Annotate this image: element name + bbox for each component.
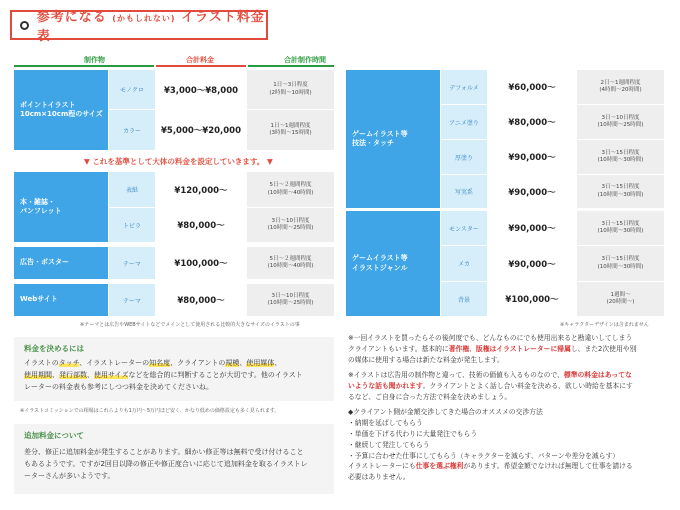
title-paren: (かもしれない) <box>112 14 176 23</box>
page-title <box>10 10 268 44</box>
game-time-anime: 3日〜10日程度 (10時間〜25時間) <box>577 105 664 139</box>
point-price-color: ¥5,000〜¥20,000 <box>156 110 246 150</box>
game-type-anime: アニメ塗り <box>441 105 487 139</box>
copyright-paragraph: ※一回イラストを買ったらその後何度でも、どんなものにでも使用出来ると勘違いしてしまう クライアントもいます。基本的に著作権、版権はイラストレーターに帰属し、また2次使用や別 の媒体に使用する場合は新たな料金が発生します。 <box>348 334 637 364</box>
negotiation-tips: ◆クライアント側が金額交渉してきた場合のオススメの交渉方法 ・納期を延ばしてもらう ・単価を下げる代わりに大量発注でもらう ・継続して発注してもらう ・予算に合わせた仕事にしてもらう（キャラクターを減らす、パターンや差分を減らす） イラストレーターにも仕事を選ぶ権利があります。希望金額でなければ無理して仕事を請ける 必要はありません。 <box>348 407 672 483</box>
game-price-anime: ¥80,000〜 <box>488 105 576 139</box>
game-time-deformed: 2日〜1週間程度 (4時間〜20時間) <box>577 70 664 104</box>
pricing-guide-title: 料金を決めるには <box>24 344 84 353</box>
book-price-door: ¥80,000〜 <box>156 208 246 242</box>
game-genre-label: ゲームイラスト等 イラストジャンル <box>346 211 440 316</box>
web-time: 3日〜10日程度 (10時間〜25時間) <box>247 284 334 316</box>
ad-price: ¥100,000〜 <box>156 247 246 279</box>
extra-fee-body: 差分、修正に追加料金が発生することがあります。細かい修正等は無料で受け付けること もあるようです。ですが2回目以降の修正や修正度合いに応じて追加料金を取るイラストレ ーターさんが多いようです。 <box>24 448 308 480</box>
theme-note: ※テーマとは広告やWEBサイトなどでメインとして使用される比較的大きなサイズのイラストの事 <box>80 322 300 328</box>
game-type-mecha: メカ <box>441 246 487 281</box>
point-time-mono: 1日〜3日程度 (2時間〜10時間) <box>247 70 334 109</box>
game-price-realistic: ¥90,000〜 <box>488 175 576 208</box>
book-type-cover: 表紙 <box>109 172 155 207</box>
book-time-cover: 5日〜２週間程度 (10時間〜40時間) <box>247 172 334 207</box>
game-price-deformed: ¥60,000〜 <box>488 70 576 104</box>
point-type-mono: モノクロ <box>109 70 155 109</box>
game-time-realistic: 3日〜15日程度 (10時間〜30時間) <box>577 175 664 208</box>
extra-fee-title: 追加料金について <box>24 431 84 440</box>
game-type-realistic: 写実系 <box>441 175 487 208</box>
header-time-line <box>248 65 334 67</box>
point-price-mono: ¥3,000〜¥8,000 <box>156 70 246 109</box>
game-time-background: 1週間〜 (20時間〜) <box>577 282 664 316</box>
ad-label: 広告・ポスター <box>14 247 108 279</box>
baseline-banner: ▼ これを基準として大体の料金を設定していきます。 ▼ <box>84 157 273 166</box>
header-price-line <box>156 65 246 67</box>
web-label: Webサイト <box>14 284 108 316</box>
book-type-door: トビラ <box>109 208 155 242</box>
list-item: ・単価を下げる代わりに大量発注でもらう <box>348 429 478 438</box>
point-time-color: 1日〜1週間程度 (3時間〜15時間) <box>247 110 334 150</box>
web-type: テーマ <box>109 284 155 316</box>
header-product-line <box>14 65 154 67</box>
game-tech-label: ゲームイラスト等 技法・タッチ <box>346 70 440 208</box>
game-type-background: 背景 <box>441 282 487 316</box>
game-price-monster: ¥90,000〜 <box>488 211 576 245</box>
standard-fee-paragraph: ※イラストは広告用の制作物と違って、技術の価値も入るものなので、標準の料金はあってな いような話も聞かれます。クライアントとよく話し合い料金を決める、欲しい時給を基本にす るなど、ご自身に合った方法で料金を決めましょう。 <box>348 371 633 401</box>
header-price: 合計料金 <box>186 56 214 64</box>
game-type-monster: モンスター <box>441 211 487 245</box>
list-item: ・継続して発注してもらう <box>348 440 430 449</box>
book-price-cover: ¥120,000〜 <box>156 172 246 207</box>
book-label: 本・雑誌・ パンフレット <box>14 172 108 242</box>
point-illust-label: ポイントイラスト 10cm×10cm程のサイズ <box>14 70 108 150</box>
book-time-door: 3日〜10日程度 (10時間〜25時間) <box>247 208 334 242</box>
point-type-color: カラー <box>109 110 155 150</box>
circle-bullet-icon <box>20 21 29 30</box>
list-item: ・納期を延ばしてもらう <box>348 418 423 427</box>
character-design-note: ※キャラクターデザインは含まれません <box>560 322 649 328</box>
header-product: 制作物 <box>84 56 105 64</box>
commission-note: ※イラストコミッションでの相場はこれらよりも1万円〜5万円ほど安く、かなり低めの価格設定も多く見られます。 <box>20 408 280 414</box>
header-time: 合計制作時間 <box>284 56 326 64</box>
web-price: ¥80,000〜 <box>156 284 246 316</box>
ad-type: テーマ <box>109 247 155 279</box>
game-time-thick: 3日〜15日程度 (10時間〜30時間) <box>577 140 664 174</box>
title-rest: イラスト料金表 <box>36 10 265 44</box>
game-type-deformed: デフォルメ <box>441 70 487 104</box>
game-time-mecha: 3日〜15日程度 (10時間〜30時間) <box>577 246 664 281</box>
game-price-thick: ¥90,000〜 <box>488 140 576 174</box>
pricing-guide-body: イラストのタッチ、イラストレーターの知名度、クライアントの規模、使用媒体、 使用期間、発行部数、使用サイズなどを総合的に判断することが大切です。他のイラスト レーターの料金表も参考にしつつ料金を決めてくださいね。 <box>24 359 303 391</box>
game-time-monster: 3日〜15日程度 (10時間〜30時間) <box>577 211 664 245</box>
ad-time: 5日〜２週間程度 (10時間〜40時間) <box>247 247 334 279</box>
game-type-thick: 厚塗り <box>441 140 487 174</box>
game-price-mecha: ¥90,000〜 <box>488 246 576 281</box>
down-arrow-icon: ▼ <box>266 157 273 166</box>
down-arrow-icon: ▼ <box>84 157 90 166</box>
title-main: 参考になる <box>36 10 107 25</box>
list-item: ・予算に合わせた仕事にしてもらう（キャラクターを減らす、パターンや差分を減らす） <box>348 451 620 460</box>
game-price-background: ¥100,000〜 <box>488 282 576 316</box>
